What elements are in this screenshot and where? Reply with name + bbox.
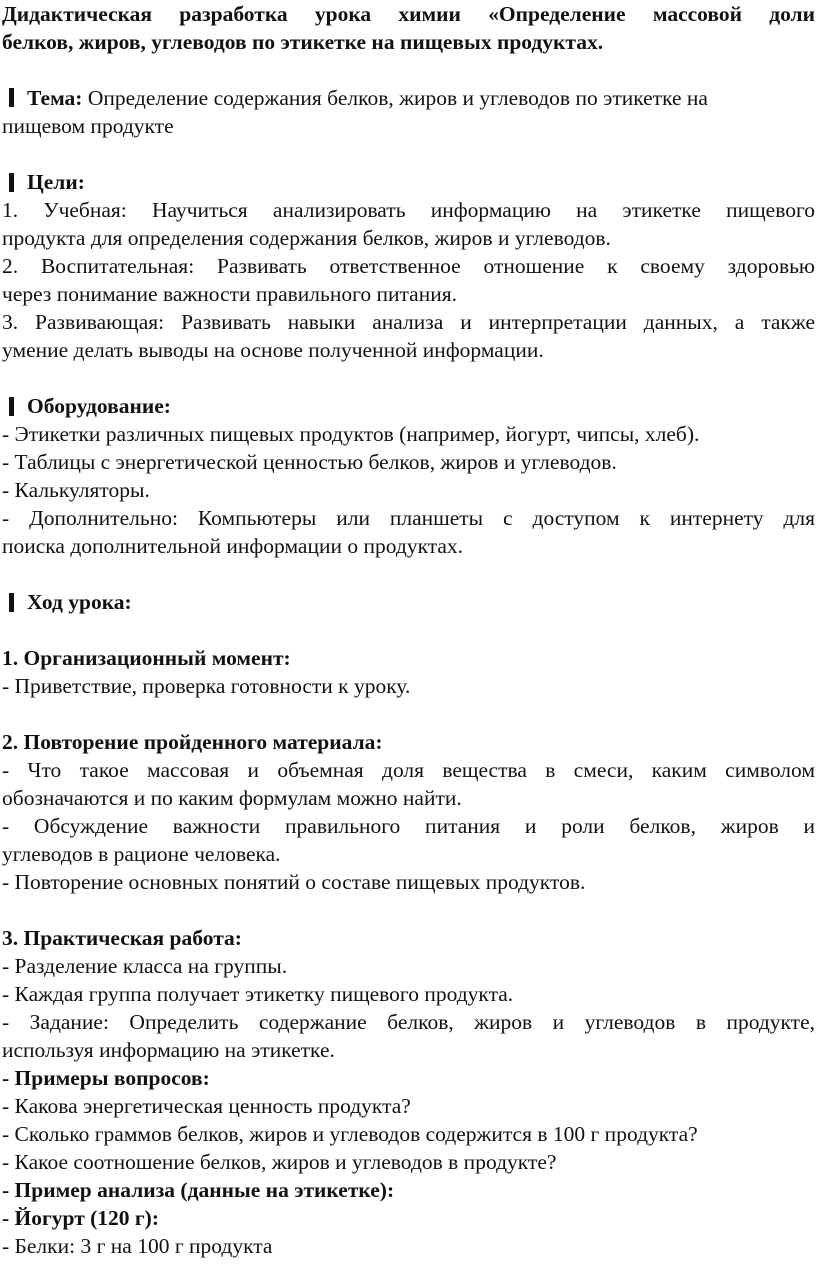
stage-3-line: - Разделение класса на группы. xyxy=(2,954,288,978)
topic-heading xyxy=(2,84,815,112)
topic-text-line-2: пищевом продукте xyxy=(2,114,174,138)
goals-line: продукта для определения содержания белков, жиров и углеводов. xyxy=(2,226,611,250)
equipment-line: - Дополнительно: Компьютеры или планшеты с доступом к интернету для xyxy=(2,506,815,530)
section-marker-icon xyxy=(9,397,14,416)
stage-3-heading: 3. Практическая работа: xyxy=(2,926,242,950)
stage-2-line: - Обсуждение важности правильного питания и роли белков, жиров и xyxy=(2,814,815,838)
example-question: - Какое соотношение белков, жиров и углеводов в продукте? xyxy=(2,1150,557,1174)
stage-3-line: - Задание: Определить содержание белков, жиров и углеводов в продукте, xyxy=(2,1010,815,1034)
equipment-line: - Этикетки различных пищевых продуктов (например, йогурт, чипсы, хлеб). xyxy=(2,422,700,446)
goals-line: умение делать выводы на основе полученной информации. xyxy=(2,338,544,362)
section-marker-icon xyxy=(9,88,14,107)
equipment-label: Оборудование: xyxy=(27,394,171,418)
analysis-heading: - Пример анализа (данные на этикетке): xyxy=(2,1178,395,1202)
goals-heading xyxy=(2,168,815,196)
goals-line: 2. Воспитательная: Развивать ответственное отношение к своему здоровью xyxy=(2,254,815,278)
topic-label: Тема: xyxy=(27,86,83,110)
section-marker-icon xyxy=(9,173,14,192)
equipment-line: - Калькуляторы. xyxy=(2,478,150,502)
goals-line: через понимание важности правильного питания. xyxy=(2,282,457,306)
example-question: - Сколько граммов белков, жиров и углеводов содержится в 100 г продукта? xyxy=(2,1122,698,1146)
goals-line: 1. Учебная: Научиться анализировать информацию на этикетке пищевого xyxy=(2,198,815,222)
stage-2-line: обозначаются и по каким формулам можно найти. xyxy=(2,786,462,810)
stage-3-line: используя информацию на этикетке. xyxy=(2,1038,335,1062)
yogurt-line: - Белки: 3 г на 100 г продукта xyxy=(2,1234,273,1258)
stage-1-heading: 1. Организационный момент: xyxy=(2,646,291,670)
equipment-line: поиска дополнительной информации о продуктах. xyxy=(2,534,464,558)
stage-2-line: углеводов в рационе человека. xyxy=(2,842,281,866)
lesson-flow-label: Ход урока: xyxy=(27,590,132,614)
section-marker-icon xyxy=(9,593,14,612)
stage-2-line: - Повторение основных понятий о составе пищевых продуктов. xyxy=(2,870,586,894)
equipment-line: - Таблицы с энергетической ценностью белков, жиров и углеводов. xyxy=(2,450,617,474)
goals-line: 3. Развивающая: Развивать навыки анализа и интерпретации данных, а также xyxy=(2,310,815,334)
document-title-line-1: Дидактическая разработка урока химии «Определение массовой доли xyxy=(2,2,815,26)
examples-heading: - Примеры вопросов: xyxy=(2,1066,210,1090)
stage-2-line: - Что такое массовая и объемная доля вещества в смеси, каким символом xyxy=(2,758,815,782)
example-question: - Какова энергетическая ценность продукта? xyxy=(2,1094,411,1118)
lesson-flow-heading xyxy=(2,588,815,616)
topic-text-line-1: Определение содержания белков, жиров и углеводов по этикетке на xyxy=(82,86,708,110)
goals-label: Цели: xyxy=(27,170,85,194)
document-title-line-2: белков, жиров, углеводов по этикетке на пищевых продуктах. xyxy=(2,30,604,54)
yogurt-heading: - Йогурт (120 г): xyxy=(2,1206,159,1230)
stage-3-line: - Каждая группа получает этикетку пищевого продукта. xyxy=(2,982,514,1006)
equipment-heading xyxy=(2,392,815,420)
stage-2-heading: 2. Повторение пройденного материала: xyxy=(2,730,383,754)
stage-1-line: - Приветствие, проверка готовности к уроку. xyxy=(2,674,411,698)
